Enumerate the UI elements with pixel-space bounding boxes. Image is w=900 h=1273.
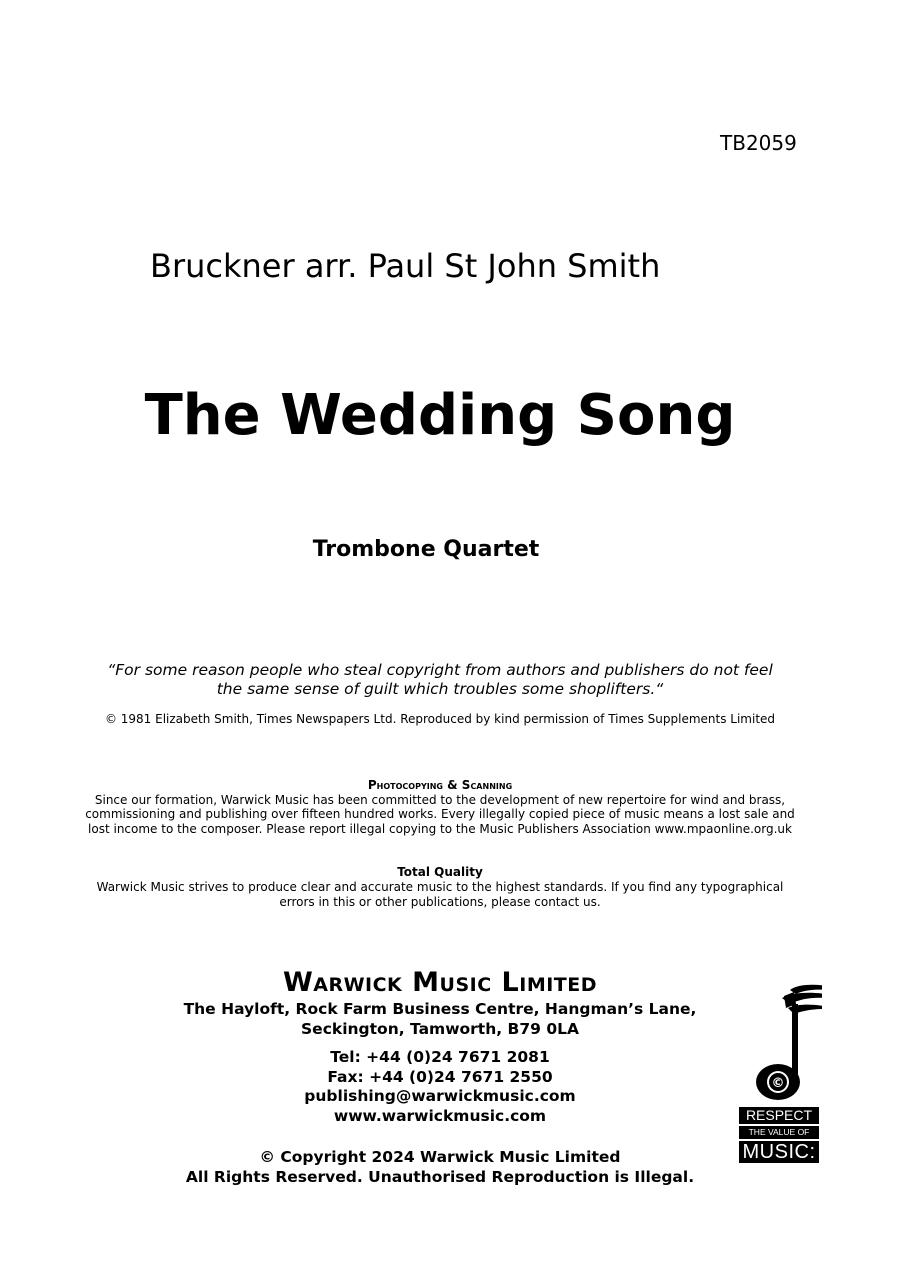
piece-title: The Wedding Song: [144, 383, 736, 448]
publisher-website: www.warwickmusic.com: [333, 1106, 547, 1125]
logo-the-value-of: THE VALUE OF: [739, 1126, 819, 1139]
photocopying-notice: [0, 778, 880, 836]
copyright-line: © Copyright 2024 Warwick Music Limited: [259, 1148, 621, 1166]
instrumentation: Trombone Quartet: [312, 537, 540, 562]
quote-line: “For some reason people who steal copyright from authors and publishers do not feel: [107, 661, 773, 679]
quote-credit: © 1981 Elizabeth Smith, Times Newspapers Ltd. Reproduced by kind permission of Times Supplements Limited: [104, 712, 776, 726]
copyright-line: All Rights Reserved. Unauthorised Reproduction is Illegal.: [185, 1167, 695, 1186]
photocopying-heading: Photocopying & Scanning: [367, 778, 513, 792]
respect-the-value-of-music-logo: [738, 982, 822, 1167]
publisher-fax: Fax: +44 (0)24 7671 2550: [327, 1067, 553, 1086]
quote-line: the same sense of guilt which troubles some shoplifters.“: [216, 680, 664, 698]
music-note-icon: [738, 982, 822, 1107]
catalogue-code: TB2059: [720, 131, 797, 155]
logo-music: MUSIC:: [739, 1141, 819, 1163]
notice-line: errors in this or other publications, please contact us.: [279, 895, 601, 909]
copyright-symbol: ©: [771, 1076, 785, 1091]
total-quality-heading: Total Quality: [397, 865, 483, 879]
publisher-tel: Tel: +44 (0)24 7671 2081: [330, 1048, 550, 1066]
notice-line: lost income to the composer. Please report illegal copying to the Music Publishers Association www.mpaonline.org.uk: [88, 821, 792, 836]
notice-line: commissioning and publishing over fifteen hundred works. Every illegally copied piece of music means a lost sale and: [85, 807, 795, 822]
notice-line: Warwick Music strives to produce clear and accurate music to the highest standards. If you find any typographical: [96, 880, 784, 894]
copyright-quote: [0, 661, 880, 699]
publisher-address: Seckington, Tamworth, B79 0LA: [301, 1019, 579, 1038]
publisher-address: The Hayloft, Rock Farm Business Centre, Hangman’s Lane,: [183, 1000, 697, 1018]
notice-line: Since our formation, Warwick Music has been committed to the development of new repertoire for wind and brass,: [94, 792, 786, 807]
publisher-name: Warwick Music Limited: [282, 967, 598, 998]
publisher-email: publishing@warwickmusic.com: [304, 1087, 576, 1105]
logo-text: [739, 1107, 819, 1165]
total-quality-notice: [0, 865, 880, 910]
composer-arranger: Bruckner arr. Paul St John Smith: [150, 247, 661, 285]
logo-respect: RESPECT: [739, 1107, 819, 1124]
